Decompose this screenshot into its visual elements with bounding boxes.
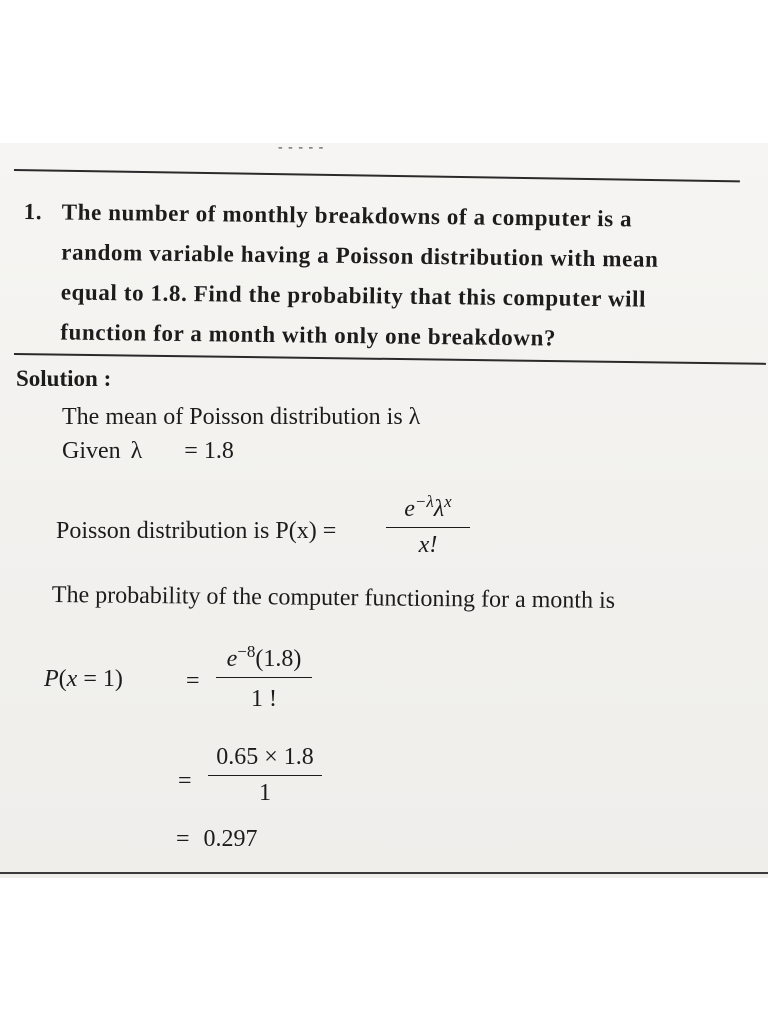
mean-statement: The mean of Poisson distribution is λ bbox=[62, 404, 421, 430]
step1-numerator: $e^{-8}(1.8)$ bbox=[226, 642, 302, 672]
step2-numerator: 0.65 × 1.8 bbox=[216, 744, 314, 770]
step3-result-line bbox=[176, 826, 258, 853]
step2-fraction bbox=[208, 744, 322, 807]
question-line-2: random variable having a Poisson distribution with mean bbox=[61, 239, 659, 272]
step3-equals: = bbox=[176, 826, 190, 852]
formula-denominator: x! bbox=[418, 532, 438, 558]
given-line bbox=[62, 438, 234, 465]
fraction-bar bbox=[216, 677, 312, 678]
poisson-formula-fraction bbox=[386, 492, 470, 559]
step1-fraction bbox=[216, 642, 312, 713]
question-line-3: equal to 1.8. Find the probability that this computer will bbox=[60, 279, 647, 312]
question-line-1: 1. The number of monthly breakdowns of a computer is a bbox=[24, 192, 768, 241]
lambda-symbol: λ bbox=[130, 438, 143, 464]
given-value: = 1.8 bbox=[184, 438, 234, 464]
given-label: Given bbox=[62, 438, 121, 464]
fraction-bar bbox=[208, 775, 322, 776]
section-end-rule bbox=[0, 872, 768, 874]
distribution-label: Poisson distribution is P(x) = bbox=[56, 518, 337, 544]
probability-statement: The probability of the computer functioning for a month is bbox=[51, 582, 616, 614]
formula-numerator: $e^{-\lambda}\lambda^x$ bbox=[404, 492, 452, 522]
step3-result: 0.297 bbox=[203, 826, 258, 852]
step1-denominator: 1 ! bbox=[251, 686, 277, 712]
step2-denominator: 1 bbox=[259, 780, 271, 806]
step1-lhs: P(x = 1) bbox=[44, 666, 123, 692]
question-line-4: function for a month with only one breakdown? bbox=[60, 319, 557, 351]
fraction-bar bbox=[386, 527, 470, 528]
step1-equals: = bbox=[186, 668, 200, 694]
question-block bbox=[22, 192, 768, 361]
step2-equals: = bbox=[178, 768, 192, 794]
solution-heading: Solution : bbox=[16, 366, 112, 391]
question-number: 1. bbox=[23, 198, 43, 225]
page-header-mark: - - - - - bbox=[278, 140, 325, 155]
